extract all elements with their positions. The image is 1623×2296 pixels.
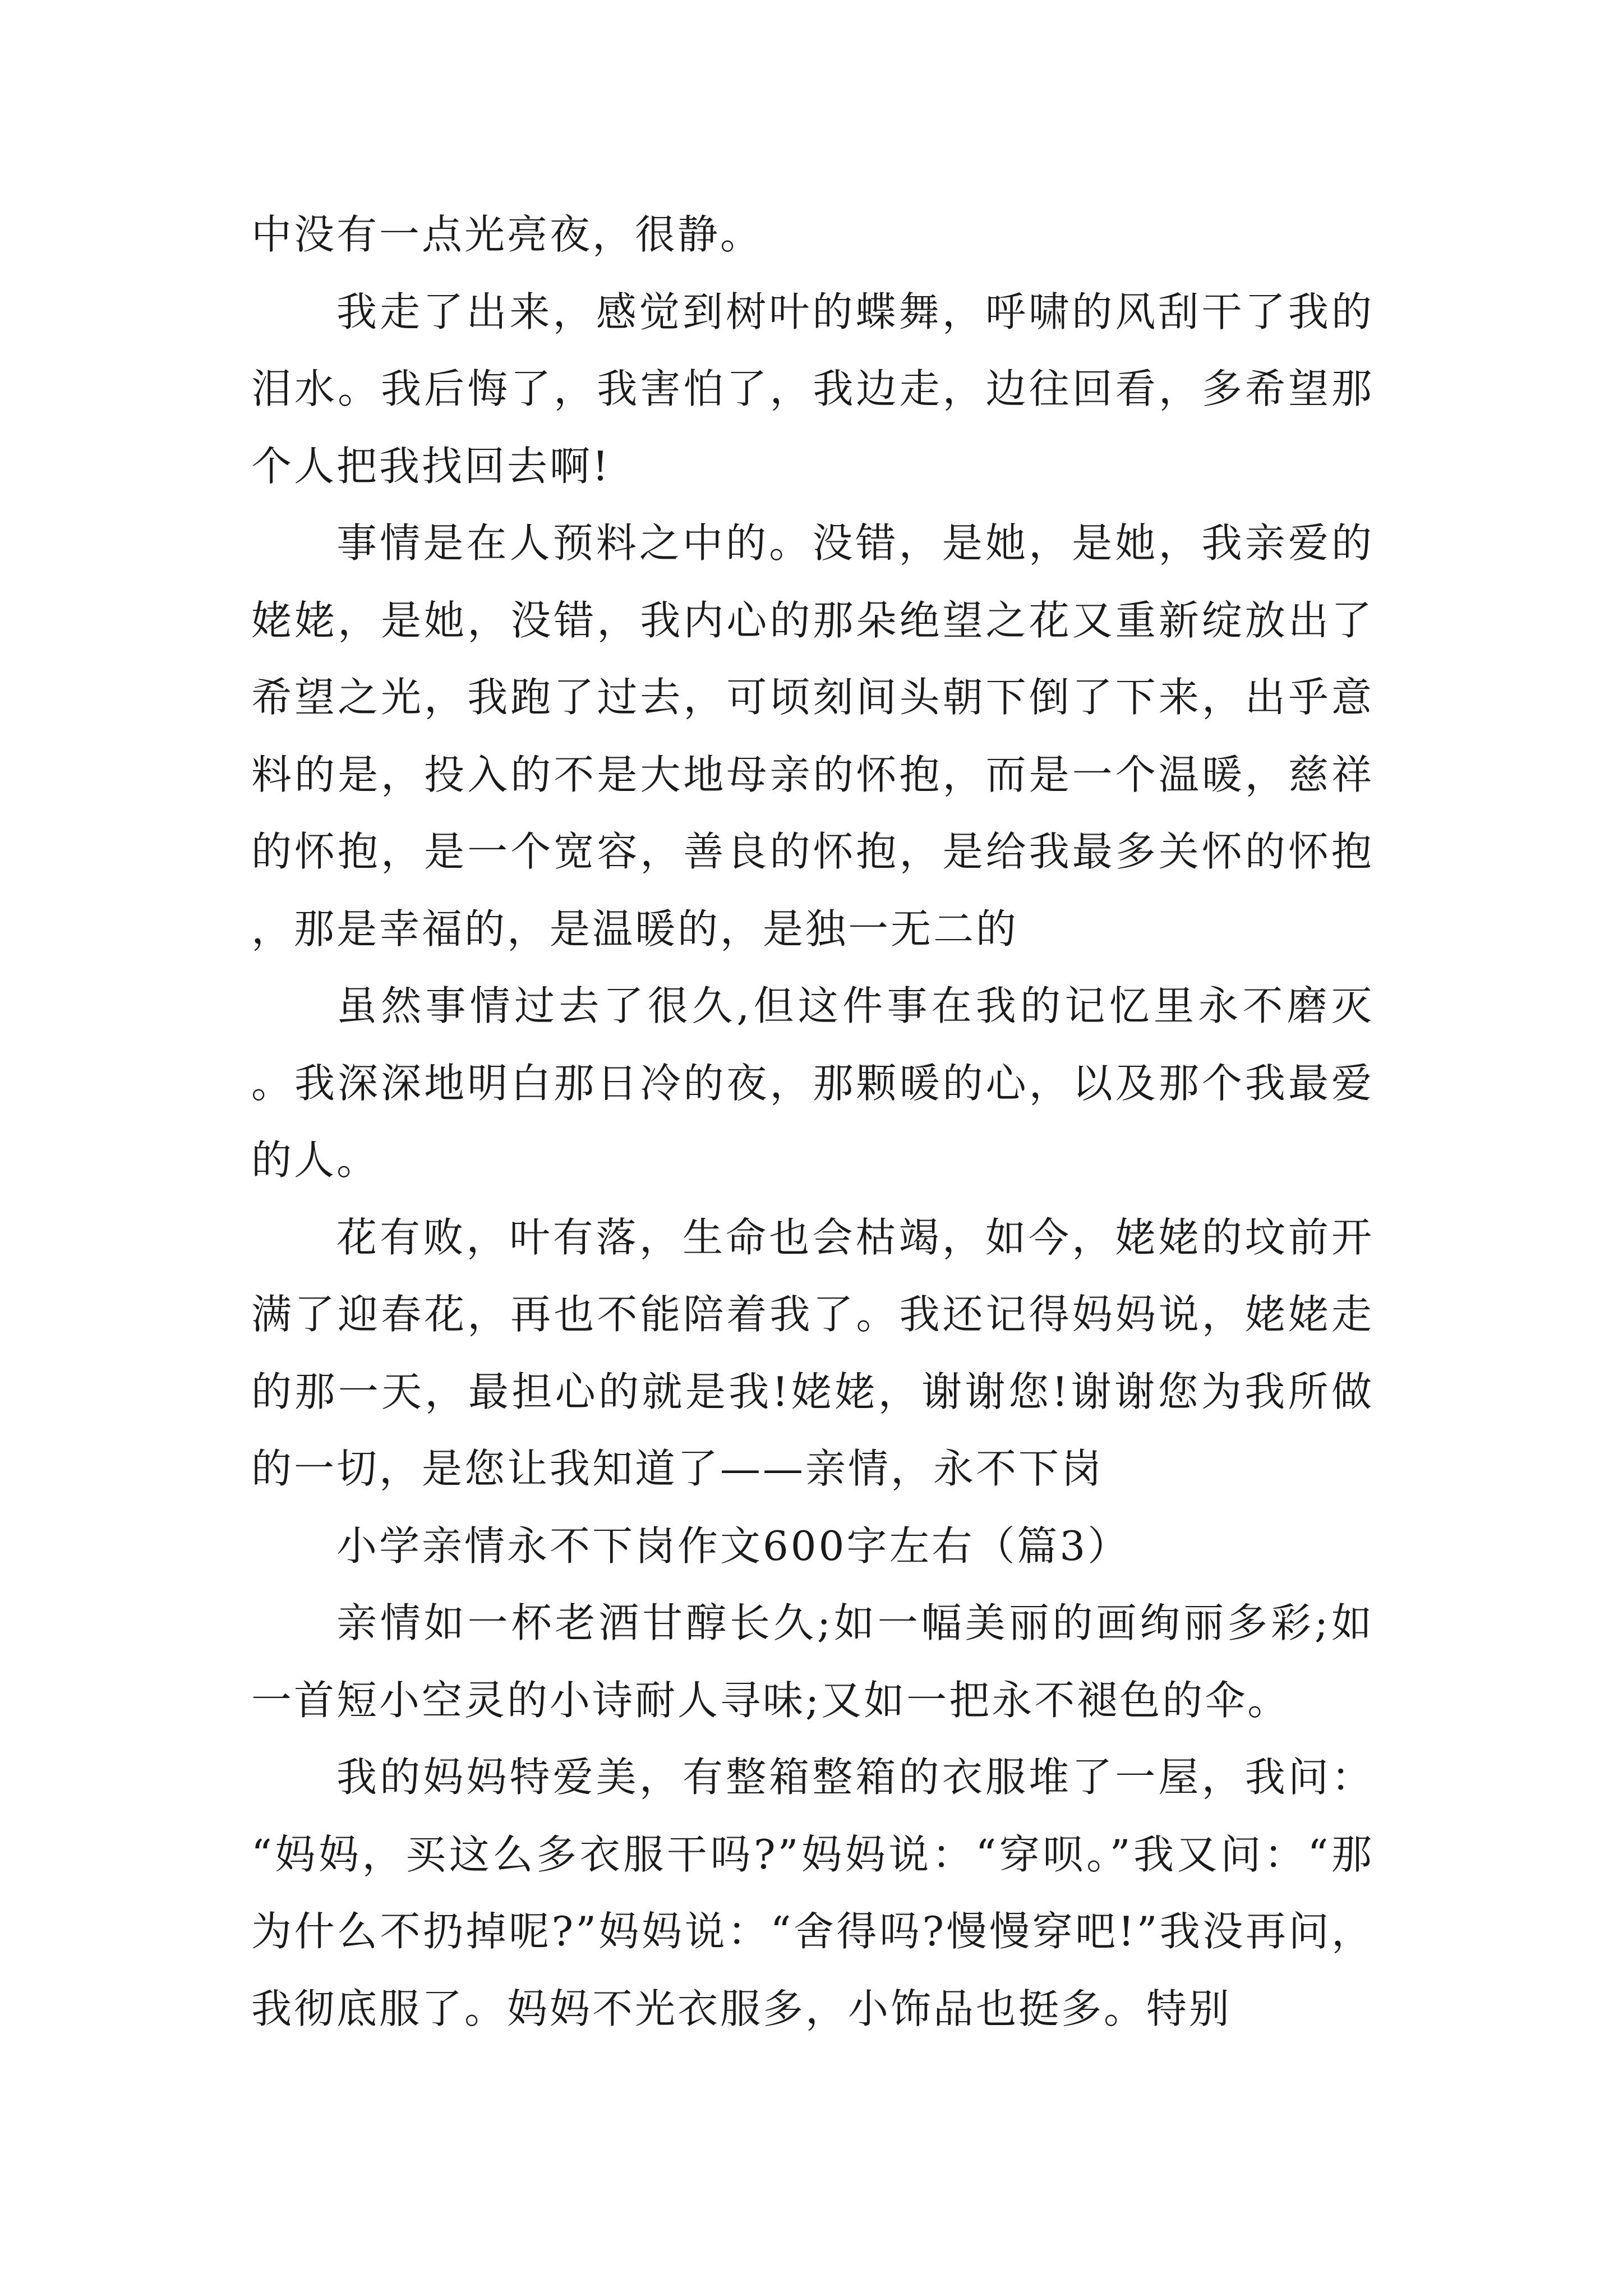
paragraph-grandma-grave: 花有败，叶有落，生命也会枯竭，如今，姥姥的坟前开满了迎春花，再也不能陪着我了。我还记得妈妈说，姥姥走的那一天，最担心的就是我!姥姥，谢谢您!谢谢您为我所做的一切，是您让我知道了——亲情，永不下岗 bbox=[251, 1213, 1374, 1492]
paragraph-continuation: 中没有一点光亮夜，很静。 bbox=[251, 211, 763, 258]
paragraph-mother-clothes: 我的妈妈特爱美，有整箱整箱的衣服堆了一屋，我问：“妈妈，买这么多衣服干吗?”妈妈说：“穿呗。”我又问：“那为什么不扔掉呢?”妈妈说：“舍得吗?慢慢穿吧!”我没再问，我彻底服了。妈妈不光衣服多，小饰品也挺多。特别 bbox=[251, 1754, 1374, 2032]
essay-heading: 小学亲情永不下岗作文600字左右（篇3） bbox=[336, 1522, 1131, 1570]
paragraph-family-love-metaphor: 亲情如一杯老酒甘醇长久;如一幅美丽的画绚丽多彩;如一首短小空灵的小诗耐人寻味;又如一把永不褪色的伞。 bbox=[251, 1599, 1374, 1724]
paragraph-walking-out: 我走了出来，感觉到树叶的蝶舞，呼啸的风刮干了我的泪水。我后悔了，我害怕了，我边走，边往回看，多希望那个人把我找回去啊! bbox=[251, 288, 1374, 490]
document-page bbox=[251, 196, 1374, 2047]
paragraph-memory: 虽然事情过去了很久,但这件事在我的记忆里永不磨灭。我深深地明白那日冷的夜，那颗暖的心，以及那个我最爱的人。 bbox=[251, 982, 1374, 1184]
paragraph-grandma-found-me: 事情是在人预料之中的。没错，是她，是她，我亲爱的姥姥，是她，没错，我内心的那朵绝望之花又重新绽放出了希望之光，我跑了过去，可顷刻间头朝下倒了下来，出乎意料的是，投入的不是大地母亲的怀抱，而是一个温暖，慈祥的怀抱，是一个宽容，善良的怀抱，是给我最多关怀的怀抱，那是幸福的，是温暖的，是独一无二的 bbox=[251, 519, 1374, 953]
